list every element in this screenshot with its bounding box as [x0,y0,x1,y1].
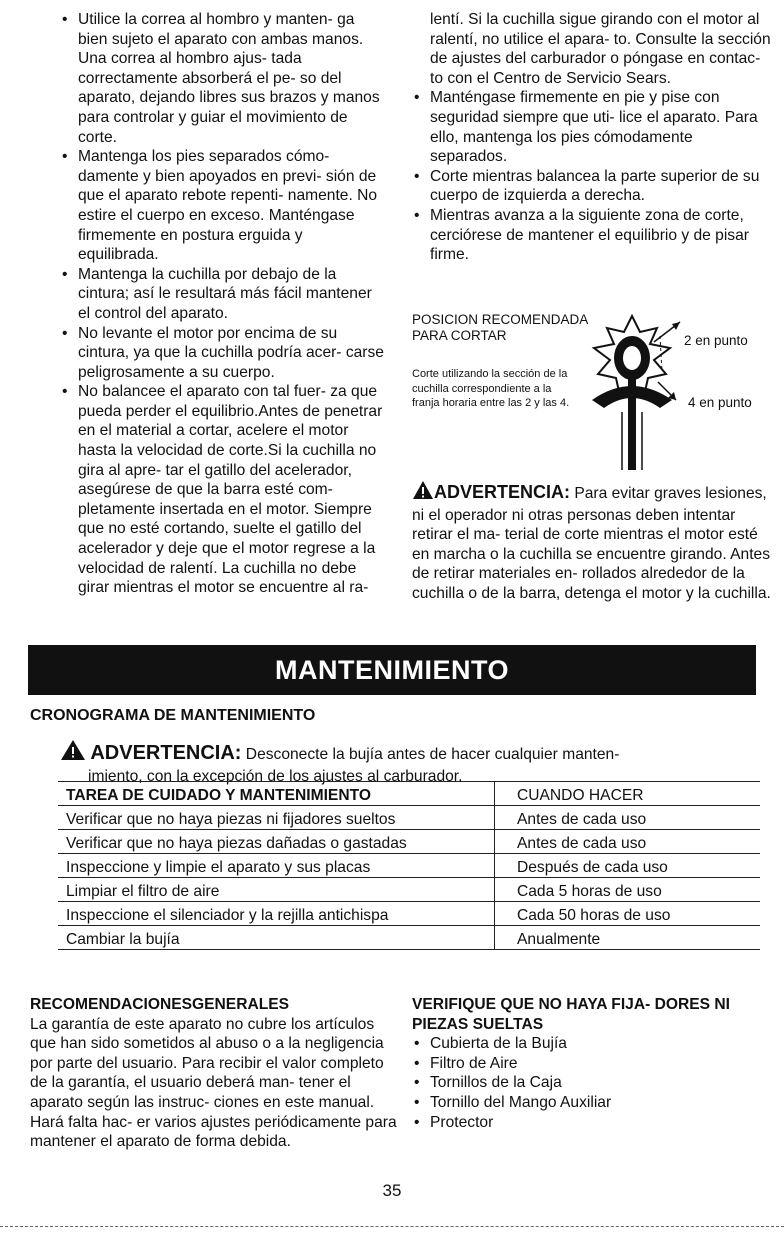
list-item: • Tornillo del Mango Auxiliar [412,1093,772,1113]
when-cell: Antes de cada uso [495,806,761,830]
cutting-position-diagram [412,312,774,472]
verify-list [412,1034,772,1132]
table-row [58,830,760,854]
bullet-item: • Manténgase firmemente en pie y pise con seguridad siempre que uti- lice el aparato. Para ello, mantenga los pies cómodamente separados. [412,88,774,166]
verify-title: VERIFIQUE QUE NO HAYA FIJA- DORES NI PIEZAS SUELTAS [412,996,730,1033]
general-recommendations [30,995,400,1152]
list-item: • Tornillos de la Caja [412,1073,772,1093]
warning-triangle-icon [60,739,86,767]
table-row [58,854,760,878]
continued-paragraph: lentí. Si la cuchilla sigue girando con el motor al ralentí, no utilice el apara- to. Consulte la sección de ajustes del carburador o póngase en contac- to con el Centro de Servicio Sears. [430,11,771,87]
bullet-item: • Mientras avanza a la siguiente zona de corte, cerciórese de mantener el equilibrio y de pisar firme. [412,206,774,265]
warning-text: Para evitar graves lesiones, ni el operador ni otras personas deben intentar retirar el ma- terial de corte mientras el motor esté en marcha o la cuchilla se encuentre girando. Antes de retirar materiales en- rollados alrededor de la cuchilla o de la barra, detenga el motor y la cuchilla. [412,485,771,602]
when-cell: Cada 5 horas de uso [495,878,761,902]
recommendations-text: La garantía de este aparato no cubre los artículos que han sido sometidos al abuso o a la negligencia por parte del usuario. Para recibir el valor completo de la garantía, el usuario deberá man- tener el aparato según las instruc- ciones en este manual. Hará falta hac- er varios ajustes periódicamente para mantener el aparato de forma debida. [30,1015,397,1151]
when-cell: Anualmente [495,926,761,950]
when-cell: Cada 50 horas de uso [495,902,761,926]
table-row [58,878,760,902]
when-cell: Después de cada uso [495,854,761,878]
warning-heading: ADVERTENCIA: [90,742,242,764]
task-cell: Verificar que no haya piezas ni fijadores sueltos [58,806,495,830]
shaft [628,372,636,470]
table-header-row [58,782,760,806]
header-when: CUANDO HACER [495,782,761,806]
label-4-oclock: 4 en punto [688,395,752,410]
safety-bullet-list-right [412,88,774,264]
right-column [412,10,774,265]
task-cell: Cambiar la bujía [58,926,495,950]
blade-illustration [562,312,702,472]
diagram-note: Corte utilizando la sección de la cuchilla correspondiente a la franja horaria entre las 2 y las 4. [412,368,570,409]
task-cell: Limpiar el filtro de aire [58,878,495,902]
warning-heading: ADVERTENCIA: [434,482,571,502]
list-item: • Cubierta de la Bujía [412,1034,772,1054]
warning-spark-plug [60,739,760,786]
bullet-item: • Utilice la correa al hombro y manten- ga bien sujeto el aparato con ambas manos. Una correa al hombro ajus- tada correctamente absorberá el pe- so del aparato, dejando libres sus brazos y manos para controlar y guiar el movimiento de corte. [60,10,385,147]
label-2-oclock: 2 en punto [684,333,748,348]
task-cell: Inspeccione el silenciador y la rejilla antichispa [58,902,495,926]
task-cell: Inspeccione y limpie el aparato y sus placas [58,854,495,878]
warning-operator [412,480,774,604]
when-cell: Antes de cada uso [495,830,761,854]
table-row [58,926,760,950]
warning-text-line1: Desconecte la bujía antes de hacer cualquier manten- [241,746,620,763]
schedule-title: CRONOGRAMA DE MANTENIMIENTO [30,707,316,724]
safety-bullet-list [60,10,385,598]
bullet-item: • Mantenga la cuchilla por debajo de la cintura; así le resultará más fácil mantener el control del aparato. [60,265,385,324]
maintenance-schedule-table [58,781,760,950]
bullet-item: • Corte mientras balancea la parte superior de su cuerpo de izquierda a derecha. [412,167,774,206]
recommendations-title: RECOMENDACIONESGENERALES [30,996,290,1013]
bullet-item: • Mantenga los pies separados cómo- damente y bien apoyados en previ- sión de que el aparato rebote repenti- namente. No estire el cuerpo en exceso. Manténgase firmemente en postura erguida y equilibrada. [60,147,385,265]
bottom-rule [0,1226,784,1227]
table-row [58,902,760,926]
list-item: • Filtro de Aire [412,1054,772,1074]
warning-triangle-icon [412,480,434,506]
page-number: 35 [382,1181,402,1200]
task-cell: Verificar que no haya piezas dañadas o gastadas [58,830,495,854]
list-item: • Protector [412,1113,772,1133]
warning-text-line2: imiento, con la excepción de los ajustes al carburador. [88,767,463,785]
section-banner: MANTENIMIENTO [28,645,756,695]
bullet-item: • No balancee el aparato con tal fuer- za que pueda perder el equilibrio.Antes de penetrar en el material a cortar, acelere el motor hasta la velocidad de corte.Si la cuchilla no gira al apre- tar el gatillo del acelerador, asegúrese de que la barra esté com- pletamente insertada en el motor. Siempre que no esté cortando, suelte el gatillo del acelerador y deje que el motor regrese a la velocidad de ralentí. La cuchilla no debe girar mientras el motor se encuentre al ra- [60,382,385,598]
verify-loose-parts [412,995,772,1132]
bullet-item: • No levante el motor por encima de su cintura, ya que la cuchilla podría acer- carse peligrosamente a su cuerpo. [60,324,385,383]
diagram-title: POSICION RECOMENDADA PARA CORTAR [412,312,589,343]
left-column [60,10,385,598]
table-row [58,806,760,830]
header-task: TAREA DE CUIDADO Y MANTENIMIENTO [58,782,495,806]
